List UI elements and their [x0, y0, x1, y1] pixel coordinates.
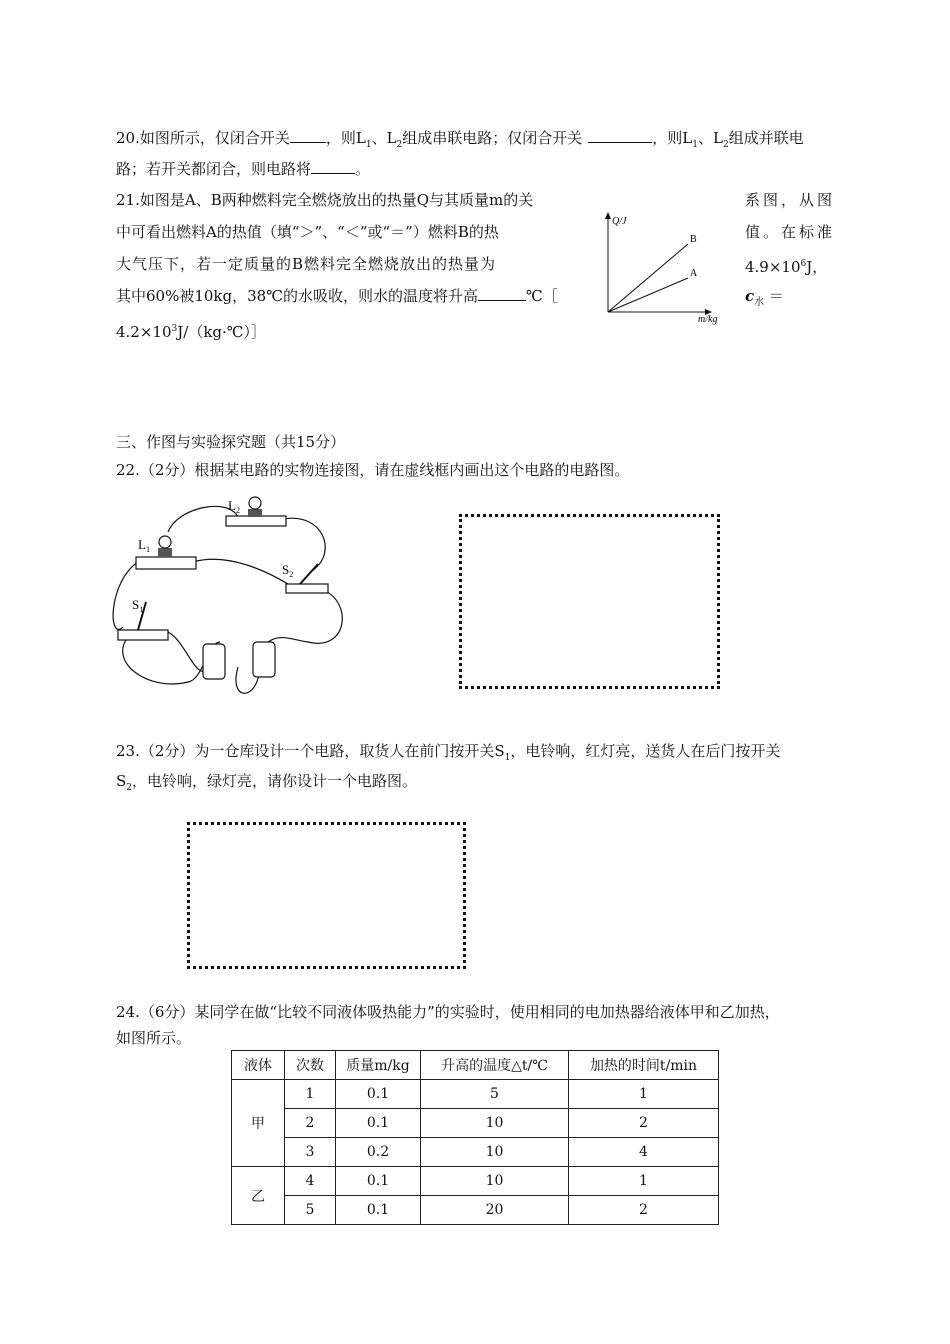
- q23-line1: [116, 740, 780, 769]
- q22-line: [116, 459, 629, 481]
- q23-line2: [116, 770, 417, 799]
- q20-text-f: 、L: [697, 129, 723, 147]
- q20-text-d: 组成串联电路；仅闭合开关: [402, 129, 583, 147]
- q24-line1: [116, 1001, 780, 1023]
- q21-line4-right: [745, 285, 784, 314]
- switch-s2-base: [286, 584, 328, 593]
- table-header: 次数: [285, 1051, 336, 1080]
- table-cell: 1: [569, 1167, 719, 1196]
- label-l2: $L_2$: [228, 498, 240, 515]
- table-cell: 0.1: [336, 1196, 421, 1225]
- q20-sub: 1: [692, 140, 698, 150]
- lamp-l2-bulb: [249, 497, 261, 509]
- lamp-l1-bulb: [159, 536, 171, 548]
- table-cell: 10: [421, 1167, 569, 1196]
- y-axis-label: Q/J: [612, 216, 627, 227]
- table-cell: 0.1: [336, 1167, 421, 1196]
- q24-text-2: 如图所示。: [116, 1029, 192, 1047]
- q21-c-sub: 水: [754, 297, 765, 308]
- circuit-diagram: [108, 492, 358, 702]
- battery-2: [253, 642, 275, 677]
- wire: [283, 518, 325, 570]
- wire: [113, 562, 138, 629]
- q23-text-2b: ，电铃响，绿灯亮，请你设计一个电路图。: [132, 772, 418, 790]
- q21-line1: [116, 189, 533, 211]
- q21-blank[interactable]: [478, 285, 526, 301]
- q21-line3-right: [745, 253, 827, 278]
- table-row: [232, 1080, 719, 1109]
- q21-text-3: 大气压下，若一定质量的B燃料完全燃烧放出的热量为: [116, 255, 497, 273]
- lamp-l1-base: [136, 557, 196, 569]
- lamp-l2-base: [226, 516, 286, 526]
- table-header: 质量m/kg: [336, 1051, 421, 1080]
- q21-exp: 3: [171, 324, 178, 334]
- q20-text-a: 20.如图所示，仅闭合开关: [116, 129, 290, 147]
- table-cell: 4: [285, 1167, 336, 1196]
- q21-exp: 6: [800, 259, 807, 269]
- label-s1: $S_1$: [132, 597, 144, 614]
- table-cell: 1: [285, 1080, 336, 1109]
- q21-text-2: 中可看出燃料A的热值（填“＞”、“＜”或“＝”）燃料B的热: [116, 223, 499, 241]
- table-cell: 3: [285, 1138, 336, 1167]
- table-cell: 4: [569, 1138, 719, 1167]
- table-cell: 5: [421, 1080, 569, 1109]
- wire: [266, 590, 342, 644]
- table-row: [232, 1109, 719, 1138]
- table-cell: 0.2: [336, 1138, 421, 1167]
- q23-sub: 2: [126, 783, 133, 793]
- table-cell: 20: [421, 1196, 569, 1225]
- table-row: [232, 1196, 719, 1225]
- table-row: [232, 1138, 719, 1167]
- q23-sub: 1: [504, 753, 511, 763]
- q20-sub: 2: [722, 140, 729, 150]
- q20-text-c: 、L: [371, 129, 397, 147]
- series-label-a: A: [690, 268, 698, 279]
- table-cell-liquid: 乙: [232, 1167, 285, 1225]
- table-cell: 0.1: [336, 1109, 421, 1138]
- q24-data-table: [231, 1050, 719, 1225]
- table-cell: 2: [285, 1109, 336, 1138]
- table-cell: 1: [569, 1080, 719, 1109]
- q21-c-symbol: c: [745, 287, 755, 305]
- table-header: 升高的温度△t/℃: [421, 1051, 569, 1080]
- q21-text-3r-b: J，: [806, 258, 828, 276]
- table-cell: 10: [421, 1109, 569, 1138]
- q20-line2: [116, 158, 370, 180]
- q-m-chart: [598, 208, 728, 325]
- q21-text-3r: 4.9×10: [745, 258, 801, 276]
- q24-text-1: 24.（6分）某同学在做“比较不同液体吸热能力”的实验时，使用相同的电加热器给液体甲和乙加热，: [116, 1003, 780, 1021]
- table-cell: 2: [569, 1196, 719, 1225]
- q21-text-1r: 系图，从图: [745, 191, 836, 209]
- table-header: 加热的时间t/min: [569, 1051, 719, 1080]
- series-line-a: [608, 278, 688, 312]
- q20-blank-3[interactable]: [311, 158, 355, 174]
- q22-answer-box[interactable]: [459, 514, 720, 689]
- q21-line2: [116, 221, 499, 243]
- table-cell: 10: [421, 1138, 569, 1167]
- label-s2: $S_2$: [282, 562, 294, 579]
- lamp-l2-socket: [248, 509, 262, 517]
- y-axis-arrow: [605, 212, 611, 219]
- q21-text-5: 4.2×10: [116, 323, 172, 341]
- switch-s2-lever: [300, 564, 318, 584]
- q20-text-g: 组成并联电: [728, 129, 804, 147]
- q20-text-b: ，则L: [325, 129, 366, 147]
- q24-line2: [116, 1027, 191, 1049]
- table-cell: 0.1: [336, 1080, 421, 1109]
- wire: [193, 559, 288, 584]
- q20-text-h: 路；若开关都闭合，则电路将: [116, 160, 312, 178]
- q21-line5: [116, 318, 266, 343]
- table-cell: 5: [285, 1196, 336, 1225]
- battery-1: [203, 644, 225, 679]
- q20-sub: 2: [396, 140, 403, 150]
- q23-answer-box[interactable]: [187, 822, 466, 969]
- q23-text-2a: S: [116, 772, 127, 790]
- switch-s1-base: [118, 630, 168, 640]
- q22-text: 22.（2分）根据某电路的实物连接图，请在虚线框内画出这个电路的电路图。: [116, 461, 630, 479]
- series-line-b: [608, 244, 688, 312]
- table-header-row: [232, 1051, 719, 1080]
- q20-sub: 1: [365, 140, 372, 150]
- lamp-l1-socket: [158, 548, 172, 557]
- q21-text-4: 其中60%被10kg，38℃的水吸收，则水的温度将升高: [116, 287, 478, 305]
- label-l1: $L_1$: [138, 537, 150, 554]
- q21-line3: [116, 253, 496, 275]
- q23-text-1: 23.（2分）为一仓库设计一个电路，取货人在前门按开关S: [116, 742, 505, 760]
- table-cell-liquid: 甲: [232, 1080, 285, 1167]
- q21-text-5b: J/（kg·℃）］: [177, 323, 267, 341]
- table-header: 液体: [232, 1051, 285, 1080]
- q21-eq: ＝: [764, 287, 784, 305]
- q21-line1-right: [745, 189, 835, 211]
- q20-blank-1[interactable]: [290, 127, 326, 143]
- q21-text-2r: 值。在标准: [745, 223, 836, 241]
- q20-text-i: 。: [355, 160, 371, 178]
- q21-line2-right: [745, 221, 835, 243]
- table-row: [232, 1167, 719, 1196]
- series-label-b: B: [690, 234, 697, 245]
- q20-blank-2[interactable]: [588, 127, 652, 143]
- section3-heading: [116, 431, 345, 453]
- q21-text-1: 21.如图是A、B两种燃料完全燃烧放出的热量Q与其质量m的关: [116, 191, 534, 209]
- table-cell: 2: [569, 1109, 719, 1138]
- section3-heading-text: 三、作图与实验探究题（共15分）: [116, 433, 346, 451]
- q20-line1: [116, 127, 804, 156]
- x-axis-label: m/kg: [698, 314, 718, 325]
- q21-line4: [116, 285, 558, 307]
- q21-text-4b: ℃［: [526, 287, 558, 305]
- q20-text-e: ，则L: [652, 129, 693, 147]
- q23-text-1b: ，电铃响，红灯亮，送货人在后门按开关: [510, 742, 781, 760]
